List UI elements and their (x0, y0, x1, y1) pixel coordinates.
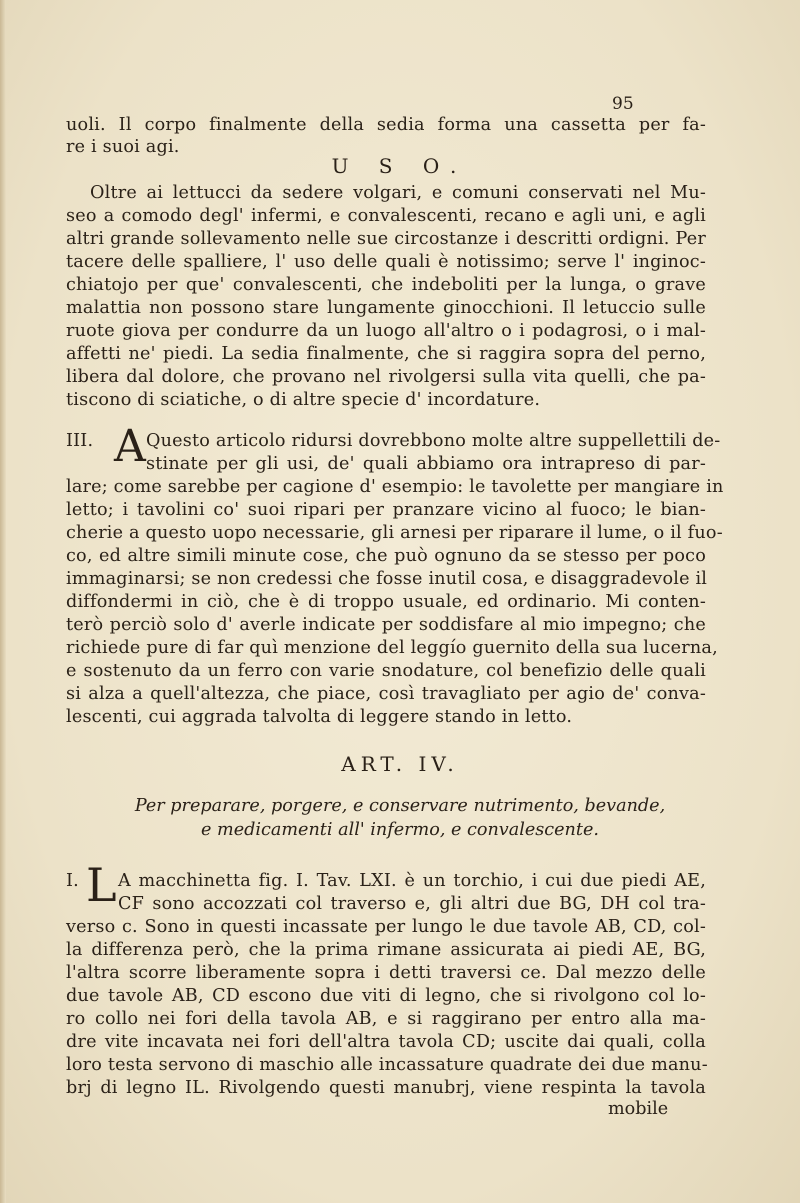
text-line: e sostenuto da un ferro con varie snodature, col benefizio delle quali (66, 661, 706, 681)
text-line: libera dal dolore, che provano nel rivolgersi sulla vita quelli, che pa- (66, 367, 706, 387)
text-line: terò perciò solo d' averle indicate per soddisfare al mio impegno; che (66, 615, 706, 635)
text-line: immaginarsi; se non credessi che fosse inutil cosa, e disaggradevole il (66, 569, 708, 589)
text-line: si alza a quell'altezza, che piace, così travagliato per agio de' conva- (66, 684, 706, 704)
text-line: seo a comodo degl' infermi, e convalescenti, recano e agli uni, e agli (66, 206, 706, 226)
text-line: malattia non possono stare lungamente ginocchioni. Il letuccio sulle (66, 298, 706, 318)
text-line: la differenza però, che la prima rimane assicurata ai piedi AE, BG, (66, 940, 706, 960)
text-line: due tavole AB, CD escono due viti di legno, che si rivolgono col lo- (66, 986, 706, 1006)
text-line: brj di legno IL. Rivolgendo questi manubrj, viene respinta la tavola (66, 1078, 706, 1098)
catchword: mobile (608, 1099, 669, 1119)
text-line: lare; come sarebbe per cagione d' esempio: le tavolette per mangiare in (66, 477, 724, 497)
text-line: tacere delle spalliere, l' uso delle quali è notissimo; serve l' inginoc- (66, 252, 706, 272)
text-line: chiatojo per que' convalescenti, che indeboliti per la lunga, o grave (66, 275, 706, 295)
text-line: tiscono di sciatiche, o di altre specie d' incordature. (66, 390, 541, 410)
text-line: stinate per gli usi, de' quali abbiamo ora intrapreso di par- (146, 454, 706, 474)
text-line: richiede pure di far quì menzione del leggío guernito della sua lucerna, (66, 638, 718, 658)
text-line: A macchinetta fig. I. Tav. LXI. è un torchio, i cui due piedi AE, (118, 871, 706, 891)
drop-cap-a: A (114, 421, 146, 472)
text-line: altri grande sollevamento nelle sue circostanze i descritti ordigni. Per (66, 229, 706, 249)
text-line: Questo articolo ridursi dovrebbono molte altre suppellettili de- (146, 431, 721, 451)
text-line: ruote giova per condurre da un luogo all'altro o i podagrosi, o i mal- (66, 321, 706, 341)
text-line: dre vite incavata nei fori dell'altra tavola CD; uscite dai quali, colla (66, 1032, 706, 1052)
drop-cap-l: L (86, 858, 117, 912)
text-line: lescenti, cui aggrada talvolta di leggere stando in letto. (66, 707, 573, 727)
text-line: affetti ne' piedi. La sedia finalmente, che si raggira sopra del perno, (66, 344, 706, 364)
section-heading-uso: U S O. (331, 154, 469, 178)
text-line: diffondermi in ciò, che è di troppo usuale, ed ordinario. Mi conten- (66, 592, 706, 612)
article-subtitle-line: e medicamenti all' infermo, e convalescente. (201, 820, 599, 840)
text-line: uoli. Il corpo finalmente della sedia forma una cassetta per fa- (66, 115, 706, 135)
page-spine-edge (0, 0, 6, 1203)
text-line: ro collo nei fori della tavola AB, e si raggirano per entro alla ma- (66, 1009, 706, 1029)
article-subtitle-line: Per preparare, porgere, e conservare nutrimento, bevande, (134, 796, 666, 816)
text-line: l'altra scorre liberamente sopra i detti traversi ce. Dal mezzo delle (66, 963, 706, 983)
text-line: CF sono accozzati col traverso e, gli altri due BG, DH col tra- (118, 894, 706, 914)
article-heading: ART. IV. (341, 752, 459, 776)
text-line: loro testa servono di maschio alle incassature quadrate dei due manu- (66, 1055, 708, 1075)
text-line: co, ed altre simili minute cose, che può ognuno da se stesso per poco (66, 546, 706, 566)
text-line: cherie a questo uopo necessarie, gli arnesi per riparare il lume, o il fuo- (66, 523, 723, 543)
section-label: I. (66, 871, 79, 891)
text-line: Oltre ai lettucci da sedere volgari, e comuni conservati nel Mu- (90, 183, 706, 203)
text-line: re i suoi agi. (66, 137, 180, 157)
page-number: 95 (612, 94, 634, 114)
section-label: III. (66, 431, 94, 451)
text-line: verso c. Sono in questi incassate per lungo le due tavole AB, CD, col- (66, 917, 706, 937)
text-line: letto; i tavolini co' suoi ripari per pranzare vicino al fuoco; le bian- (66, 500, 706, 520)
